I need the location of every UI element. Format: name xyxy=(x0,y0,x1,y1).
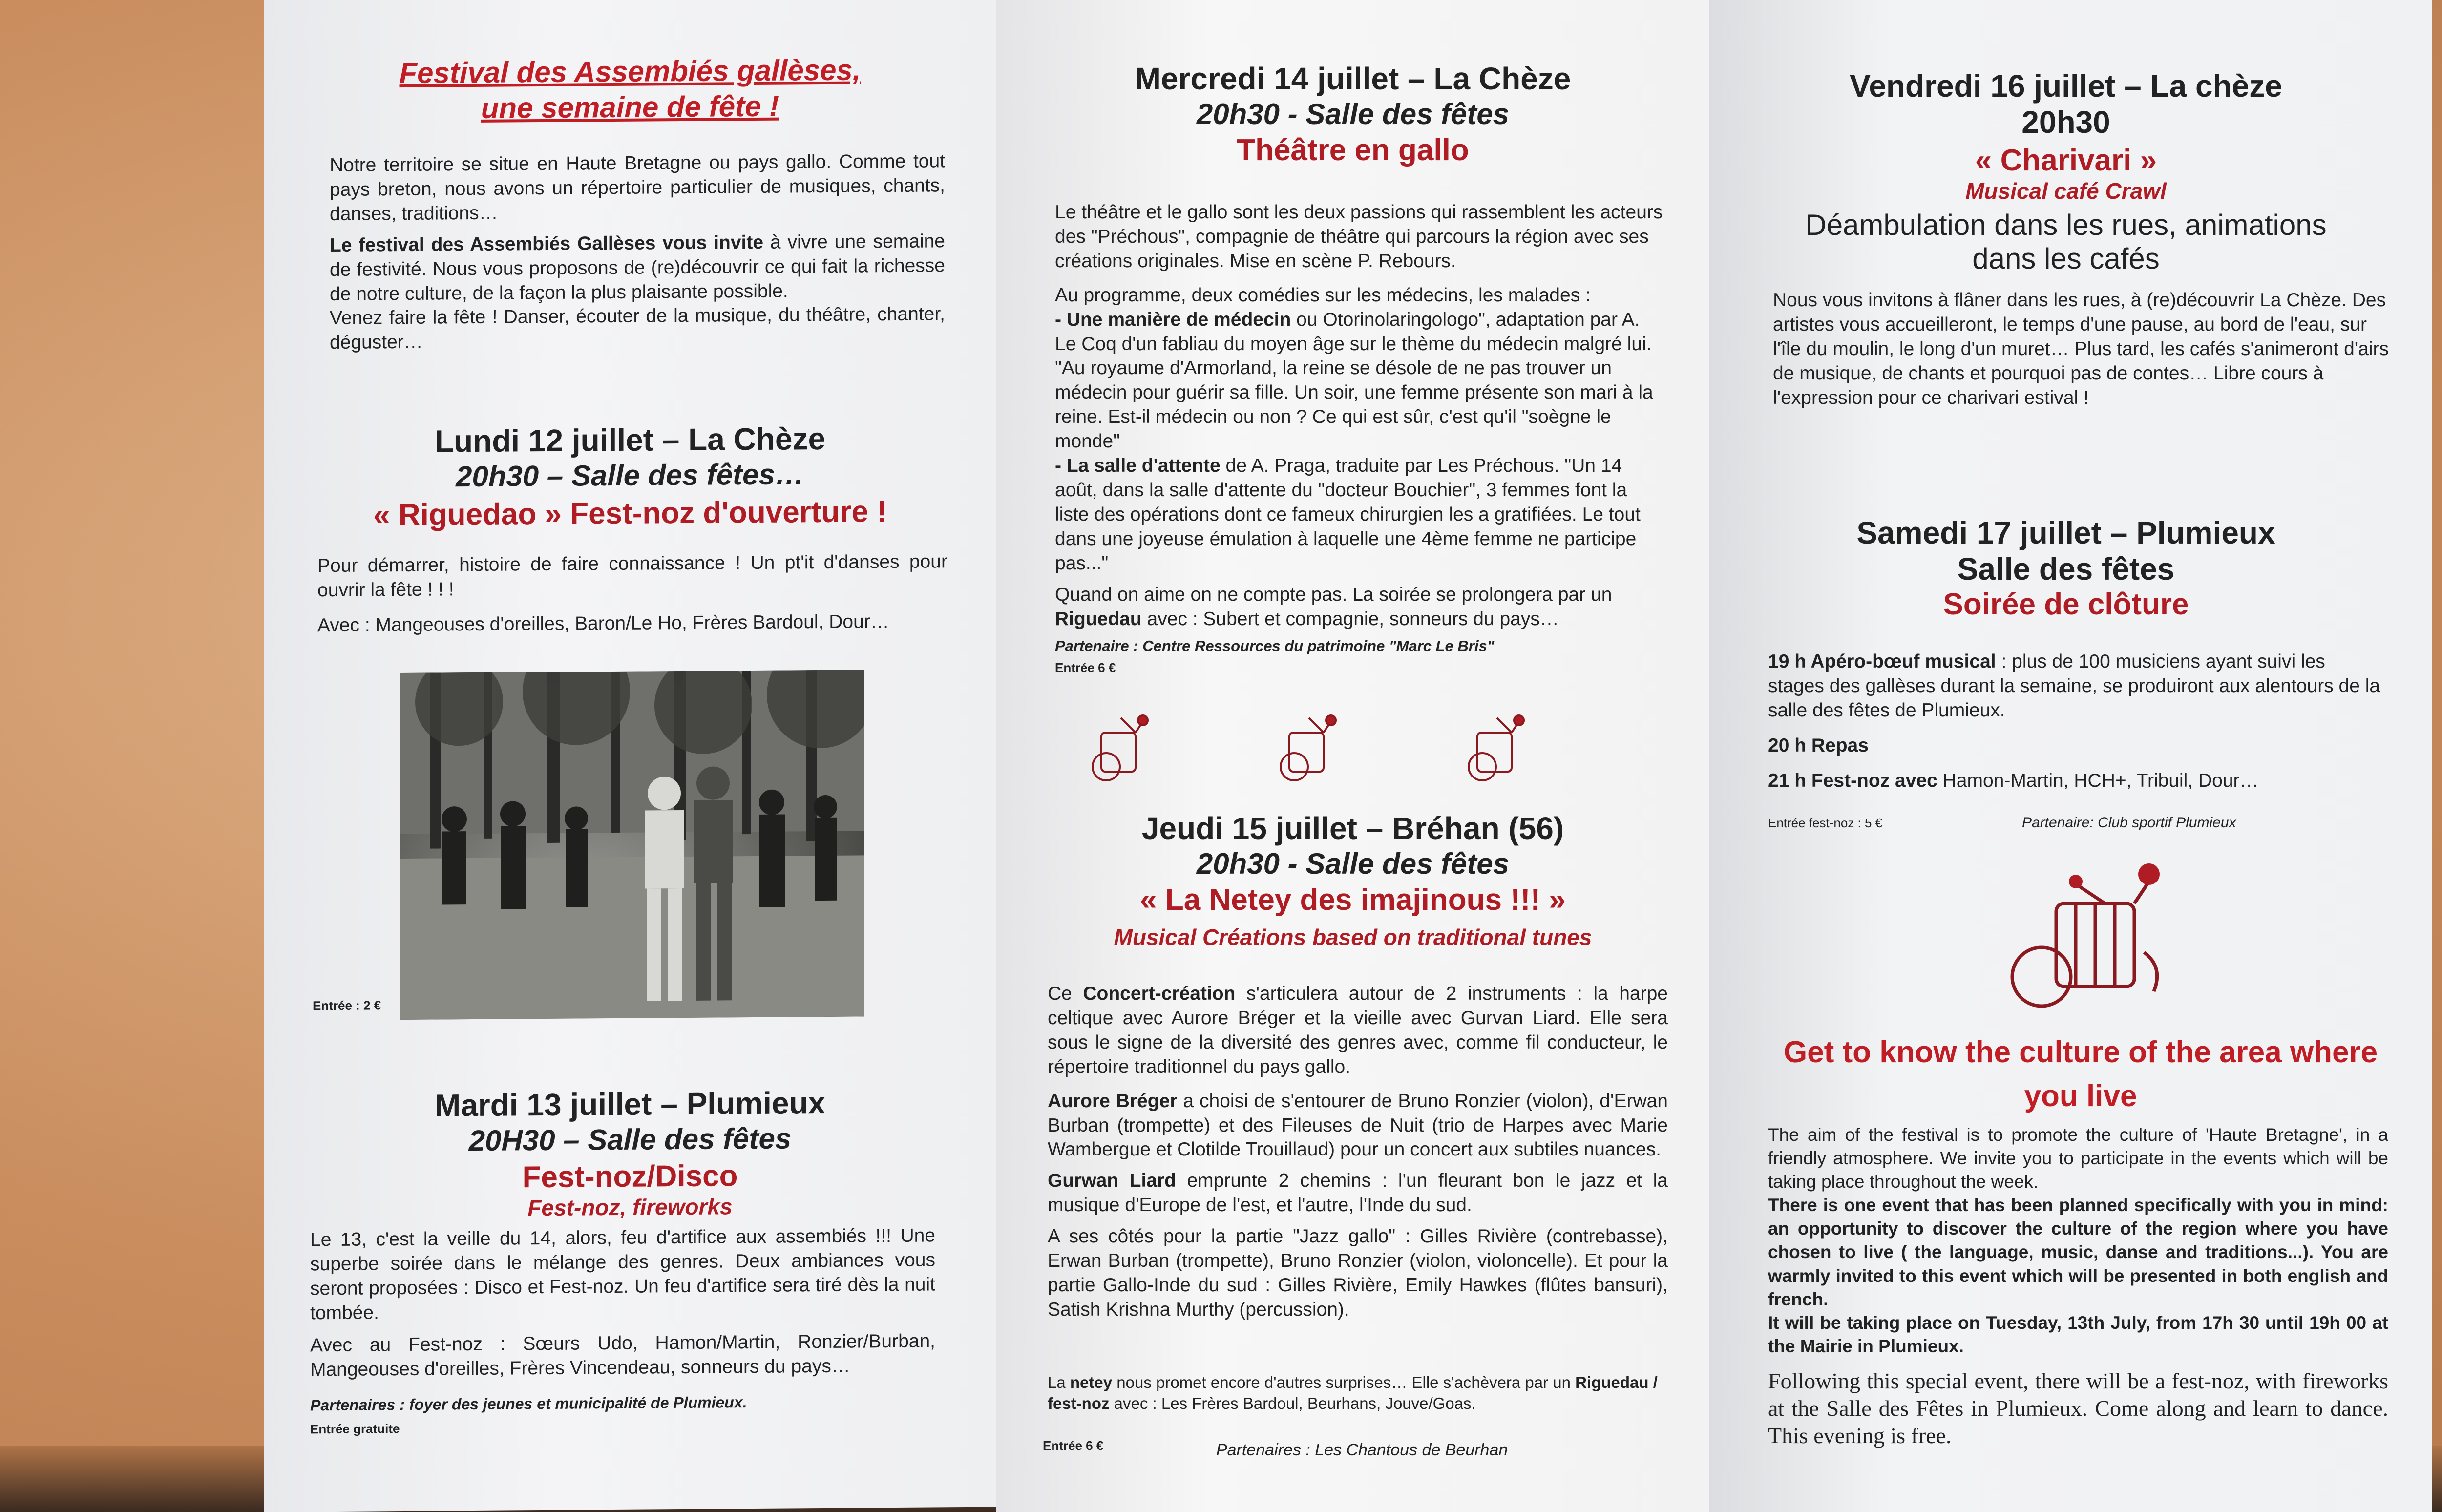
mercredi-comedie-1 xyxy=(1055,308,1665,454)
vendredi-description: Nous vous invitons à flâner dans les rues, à (re)découvrir La Chèze. Des artistes vous accueilleront, le temps d'une pause, au bord de l'eau, sur l'île du moulin, le long d'un muret… Plus tard, les cafés s'animeront d'airs de musique, de chants et pourquoi pas de contes… Libre cours à l'expression pour ce charivari estival ! xyxy=(1773,290,2389,408)
lundi-description xyxy=(317,549,947,638)
samedi-entree: Entrée fest-noz : 5 € xyxy=(1768,816,1883,830)
mercredi-title: Théâtre en gallo xyxy=(1237,133,1469,167)
mardi-avec: Avec au Fest-noz : Sœurs Udo, Hamon/Martin, Ronzier/Burban, Mangeouses d'oreilles, Frères Vincendeau, sonneurs du pays… xyxy=(310,1330,935,1380)
intro-invite-rest: à vivre une semaine de festivité. Nous vous proposons de (re)découvrir ce qui fait la richesse de notre culture, de la façon la plus plaisante possible. xyxy=(330,230,945,305)
festival-heading xyxy=(293,51,967,127)
culture-paragraph-4: Following this special event, there will be a fest-noz, with fireworks at the Salle des Fêtes in Plumieux. Come along and learn to dance. This evening is free. xyxy=(1768,1368,2388,1449)
brochure-panel-left xyxy=(264,0,996,1512)
intro-text xyxy=(330,149,945,355)
comedie-2-text: de A. Praga, traduite par Les Préchous. "Un 14 août, dans la salle d'attente du "docteur Bouchier", 3 femmes font la liste des opérations dont ce fameux chirurgien les a gratifiées. Le tout dans une joyeuse émulation à laquelle une 4ème femme ne participe pas..." xyxy=(1055,455,1641,574)
mardi-description xyxy=(310,1223,935,1382)
jeudi-title: « La Netey des imajinous !!! » xyxy=(1140,882,1566,917)
mercredi-entree: Entrée 6 € xyxy=(1055,660,1116,675)
riguedau-fest-noz-bold: Riguedau / fest-noz xyxy=(1048,1373,1658,1412)
samedi-partenaire: Partenaire: Club sportif Plumieux xyxy=(2022,815,2236,831)
jeudi-event xyxy=(1006,811,1700,951)
mercredi-date: Mercredi 14 juillet – La Chèze xyxy=(1135,61,1571,96)
vendredi-subtitle: Musical café Crawl xyxy=(1965,178,2167,204)
culture-text xyxy=(1768,1123,2388,1358)
jeudi-paragraph-4: A ses côtés pour la partie "Jazz gallo" : Gilles Rivière (contrebasse), Erwan Burban (trompette), Bruno Ronzier (violon, violoncelle). Et pour la partie Gallo-Inde du sud : Gilles Rivière, Emily Hawkes (flûtes bansuri), Satish Krishna Murthy (percussion). xyxy=(1048,1226,1668,1320)
vendredi-date: Vendredi 16 juillet – La chèze xyxy=(1850,68,2282,104)
mercredi-comedie-2 xyxy=(1055,454,1665,576)
jeudi-p1-lead: Ce xyxy=(1048,983,1083,1004)
lundi-avec: Avec : Mangeouses d'oreilles, Baron/Le Ho, Frères Bardoul, Dour… xyxy=(317,610,889,636)
vendredi-subtitle-2: Déambulation dans les rues, animations dans les cafés xyxy=(1805,208,2327,275)
mercredi-riguedau-bold: Riguedau xyxy=(1055,608,1142,630)
mercredi-paragraph-1: Le théâtre et le gallo sont les deux passions qui rassemblent les acteurs des "Préchous", compagnie de théâtre qui parcours la région avec ses créations originales. Mise en scène P. Rebours. xyxy=(1055,202,1663,272)
mercredi-riguedau-rest: avec : Subert et compagnie, sonneurs du pays… xyxy=(1141,608,1559,630)
samedi-programme xyxy=(1768,650,2383,793)
jeudi-date: Jeudi 15 juillet – Bréhan (56) xyxy=(1141,811,1564,846)
culture-paragraph-1: The aim of the festival is to promote the culture of 'Haute Bretagne', in a friendly atmosphere. We invite you to participate in the events which will be taking place throughout the week. xyxy=(1768,1125,2388,1192)
samedi-line-1 xyxy=(1768,650,2383,723)
jeudi-partenaires: Partenaires : Les Chantous de Beurhan xyxy=(1216,1441,1508,1459)
mercredi-description xyxy=(1055,200,1665,631)
lundi-event xyxy=(283,420,977,533)
samedi-line-1-rest: : plus de 100 musiciens ayant suivi les stages des gallèses durant la semaine, se produiront aux alentours de la salle des fêtes de Plumieux. xyxy=(1768,651,2380,721)
lundi-title: « Riguedao » Fest-noz d'ouverture ! xyxy=(373,494,887,532)
jeudi-subtitle: Musical Créations based on traditional tunes xyxy=(1114,924,1592,950)
culture-paragraph-3: It will be taking place on Tuesday, 13th July, from 17h 30 until 19h 00 at the Mairie in Plumieux. xyxy=(1768,1312,2388,1356)
jeudi-description xyxy=(1048,982,1668,1322)
festival-title: Festival des Assembiés gallèses, xyxy=(399,53,861,90)
jeudi-entree: Entrée 6 € xyxy=(1043,1438,1104,1453)
mardi-time: 20H30 – Salle des fêtes xyxy=(468,1122,792,1157)
accordion-instruments-icon xyxy=(2002,855,2178,1018)
lundi-entree: Entrée : 2 € xyxy=(313,998,381,1013)
apero-boeuf-bold: 19 h Apéro-bœuf musical xyxy=(1768,651,1996,672)
vendredi-title: « Charivari » xyxy=(1975,144,2157,178)
festival-subtitle: une semaine de fête ! xyxy=(481,89,779,125)
mercredi-programme: Au programme, deux comédies sur les médecins, les malades : xyxy=(1055,284,1591,306)
mardi-partenaires: Partenaires : foyer des jeunes et municipalité de Plumieux. xyxy=(310,1393,747,1414)
mardi-entree: Entrée gratuite xyxy=(310,1421,400,1437)
photo-illustration xyxy=(400,670,864,1020)
samedi-date: Samedi 17 juillet – Plumieux xyxy=(1856,515,2275,550)
mercredi-partenaire: Partenaire : Centre Ressources du patrimoine "Marc Le Bris" xyxy=(1055,637,1495,654)
jeudi-time: 20h30 - Salle des fêtes xyxy=(1196,847,1510,880)
mercredi-paragraph-3 xyxy=(1055,583,1665,631)
jeudi-p5-a: La xyxy=(1048,1373,1070,1391)
mardi-subtitle: Fest-noz, fireworks xyxy=(527,1194,733,1221)
samedi-line-3 xyxy=(1768,769,2383,793)
samedi-title: Soirée de clôture xyxy=(1943,588,2189,622)
culture-paragraph-2: There is one event that has been planned specifically with you in mind: an opportunity to discover the culture of the region where you have chosen to live ( the language, music, danse and traditions...). You are warmly invited to this event which will be presented in both english and french. xyxy=(1768,1195,2388,1309)
mercredi-event xyxy=(1006,61,1700,168)
fest-noz-photo xyxy=(400,670,864,1020)
fest-noz-avec-bold: 21 h Fest-noz avec xyxy=(1768,770,1937,791)
jeudi-p2-rest: a choisi de s'entourer de Bruno Ronzier (violon), d'Erwan Burban (trompette) et des Fileuses de Nuit (trio de Harpes avec Marie Wambergue et Clotilde Trouillaud) pour un concert aux subtiles nuances. xyxy=(1048,1090,1668,1160)
comedie-1-text: ou Otorinolaringologo", adaptation par A. Le Coq d'un fabliau du moyen âge sur le thème du médecin malgré lui. "Au royaume d'Armorland, la reine se désole de ne pas trouver un médecin pour guérir sa fille. Un soir, une femme présente son mari à la reine. Est-il médecin ou non ? Ce qui est sûr, c'est qu'il "soègne le monde" xyxy=(1055,309,1653,452)
mardi-date: Mardi 13 juillet – Plumieux xyxy=(434,1085,826,1123)
jeudi-p3-rest: emprunte 2 chemins : l'un fleurant bon le jazz et la musique d'Europe de l'est, et l'autre, l'Inde du sud. xyxy=(1048,1170,1668,1216)
accordion-instruments-icon xyxy=(1092,708,1629,789)
jeudi-p5-c: avec : Les Frères Bardoul, Beurhans, Jouve/Goas. xyxy=(1109,1394,1476,1412)
jeudi-paragraph-5 xyxy=(1048,1372,1668,1414)
jeudi-paragraph-3 xyxy=(1048,1169,1668,1218)
comedie-1-title: - Une manière de médecin xyxy=(1055,309,1291,330)
brochure-panel-right xyxy=(1709,0,2432,1512)
aurore-breger-bold: Aurore Bréger xyxy=(1048,1090,1178,1112)
samedi-line-2: 20 h Repas xyxy=(1768,735,1869,756)
intro-paragraph-1: Notre territoire se situe en Haute Bretagne ou pays gallo. Comme tout pays breton, nous avons un répertoire particulier de musiques, chants, danses, traditions… xyxy=(330,150,945,225)
samedi-event xyxy=(1719,515,2413,622)
comedie-2-title: - La salle d'attente xyxy=(1055,455,1221,477)
culture-title: Get to know the culture of the area where you live xyxy=(1783,1035,2378,1113)
jeudi-paragraph-1 xyxy=(1048,982,1668,1079)
mercredi-time: 20h30 - Salle des fêtes xyxy=(1196,97,1510,130)
lundi-desc: Pour démarrer, histoire de faire connaissance ! Un pt'it d'danses pour ouvrir la fête ! ! ! xyxy=(317,551,947,601)
gurwan-liard-bold: Gurwan Liard xyxy=(1048,1170,1177,1192)
mardi-title: Fest-noz/Disco xyxy=(522,1158,738,1194)
brochure-panel-middle xyxy=(996,0,1709,1512)
jeudi-paragraph-2 xyxy=(1048,1089,1668,1162)
jeudi-p5-b: nous promet encore d'autres surprises… Elle s'achèvera par un xyxy=(1112,1373,1576,1391)
lundi-time: 20h30 – Salle des fêtes… xyxy=(456,457,804,493)
vendredi-time: 20h30 xyxy=(2021,104,2110,140)
jeudi-p1-rest: s'articulera autour de 2 instruments : la harpe celtique avec Aurore Bréger et la vieille avec Gurvan Liard. Elle sera sous le signe de la diversité des genres avec, comme fil conducteur, le répertoire traditionnel du pays gallo. xyxy=(1048,983,1668,1077)
intro-invite-bold: Le festival des Assembiés Gallèses vous invite xyxy=(330,231,764,256)
netey-bold: netey xyxy=(1070,1373,1113,1391)
vendredi-event xyxy=(1719,68,2413,275)
samedi-place: Salle des fêtes xyxy=(1957,551,2175,587)
mardi-event xyxy=(283,1084,977,1223)
intro-paragraph-2 xyxy=(330,229,945,307)
lundi-date: Lundi 12 juillet – La Chèze xyxy=(434,420,826,459)
mercredi-riguedau-intro: Quand on aime on ne compte pas. La soirée se prolongera par un xyxy=(1055,584,1612,605)
samedi-line-3-rest: Hamon-Martin, HCH+, Tribuil, Dour… xyxy=(1937,770,2259,791)
jeudi-concert-bold: Concert-création xyxy=(1083,983,1236,1004)
intro-paragraph-3: Venez faire la fête ! Danser, écouter de la musique, du théâtre, chanter, déguster… xyxy=(330,303,945,354)
mardi-desc: Le 13, c'est la veille du 14, alors, feu d'artifice aux assembiés !!! Une superbe soirée dans le mélange des genres. Deux ambiances vous seront proposées : Disco et Fest-noz. Un feu d'artifice sera tiré dès la nuit tombée. xyxy=(310,1225,935,1324)
